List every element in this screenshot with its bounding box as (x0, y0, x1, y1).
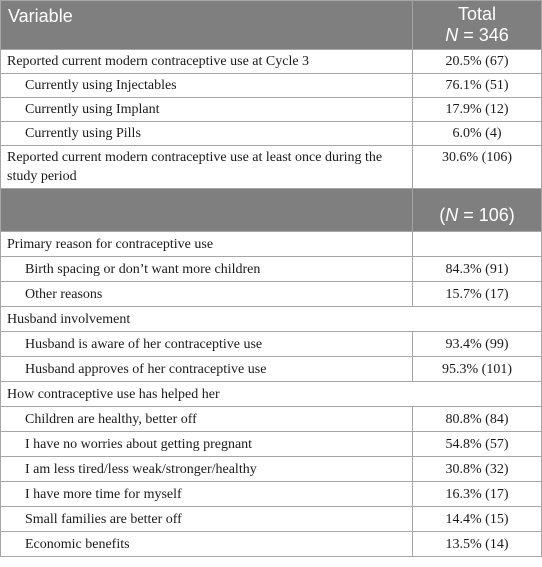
row-label: I have no worries about getting pregnant (1, 432, 413, 457)
row-label: Currently using Pills (1, 122, 413, 146)
table-row (1, 122, 542, 146)
row-value: 80.8% (84) (413, 407, 542, 432)
row-label: Economic benefits (1, 532, 413, 557)
table-row (1, 382, 542, 407)
table-row (1, 407, 542, 432)
subgroup-n-open: ( (439, 204, 446, 225)
row-value: 15.7% (17) (413, 282, 542, 307)
row-label: How contraceptive use has helped her (1, 382, 542, 407)
subgroup-header-blank (1, 189, 413, 232)
row-value: 16.3% (17) (413, 482, 542, 507)
row-value: 93.4% (99) (413, 332, 542, 357)
row-label: Reported current modern contraceptive use at Cycle 3 (1, 50, 413, 74)
row-value: 76.1% (51) (413, 74, 542, 98)
subgroup-n-header (413, 189, 542, 232)
table-row (1, 532, 542, 557)
row-value: 30.6% (106) (413, 146, 542, 189)
row-label: Birth spacing or don’t want more children (1, 257, 413, 282)
row-value: 17.9% (12) (413, 98, 542, 122)
row-value (413, 232, 542, 257)
row-value: 30.8% (32) (413, 457, 542, 482)
row-value: 84.3% (91) (413, 257, 542, 282)
row-value: 6.0% (4) (413, 122, 542, 146)
table-row (1, 232, 542, 257)
row-label: Reported current modern contraceptive use at least once during the study period (1, 146, 413, 189)
table-row (1, 507, 542, 532)
row-label: Husband involvement (1, 307, 542, 332)
total-column-header (413, 1, 542, 50)
table-row (1, 482, 542, 507)
row-label: Husband is aware of her contraceptive use (1, 332, 413, 357)
table-row (1, 357, 542, 382)
total-n-value: = 346 (458, 25, 509, 45)
subgroup-n-value: = 106) (458, 204, 515, 225)
table-row (1, 307, 542, 332)
table-row (1, 50, 542, 74)
row-label: I have more time for myself (1, 482, 413, 507)
row-value: 54.8% (57) (413, 432, 542, 457)
total-n-prefix: N (445, 25, 459, 45)
subgroup-header-row (1, 189, 542, 232)
table-row (1, 432, 542, 457)
table-row (1, 282, 542, 307)
table-row (1, 74, 542, 98)
table-row (1, 457, 542, 482)
table-row (1, 98, 542, 122)
subgroup-n-prefix: N (445, 204, 459, 225)
row-label: Small families are better off (1, 507, 413, 532)
table-header-row (1, 1, 542, 50)
row-value: 14.4% (15) (413, 507, 542, 532)
total-n (419, 25, 535, 46)
total-label: Total (457, 4, 497, 24)
table-row (1, 146, 542, 189)
row-label: Currently using Injectables (1, 74, 413, 98)
row-label: Currently using Implant (1, 98, 413, 122)
subgroup-n (439, 196, 515, 225)
row-label: Children are healthy, better off (1, 407, 413, 432)
table-row (1, 332, 542, 357)
row-label: Primary reason for contraceptive use (1, 232, 413, 257)
row-label: I am less tired/less weak/stronger/healthy (1, 457, 413, 482)
row-value: 20.5% (67) (413, 50, 542, 74)
row-label: Other reasons (1, 282, 413, 307)
variable-column-header: Variable (1, 1, 413, 50)
table-row (1, 257, 542, 282)
row-value: 95.3% (101) (413, 357, 542, 382)
row-label: Husband approves of her contraceptive use (1, 357, 413, 382)
row-value: 13.5% (14) (413, 532, 542, 557)
